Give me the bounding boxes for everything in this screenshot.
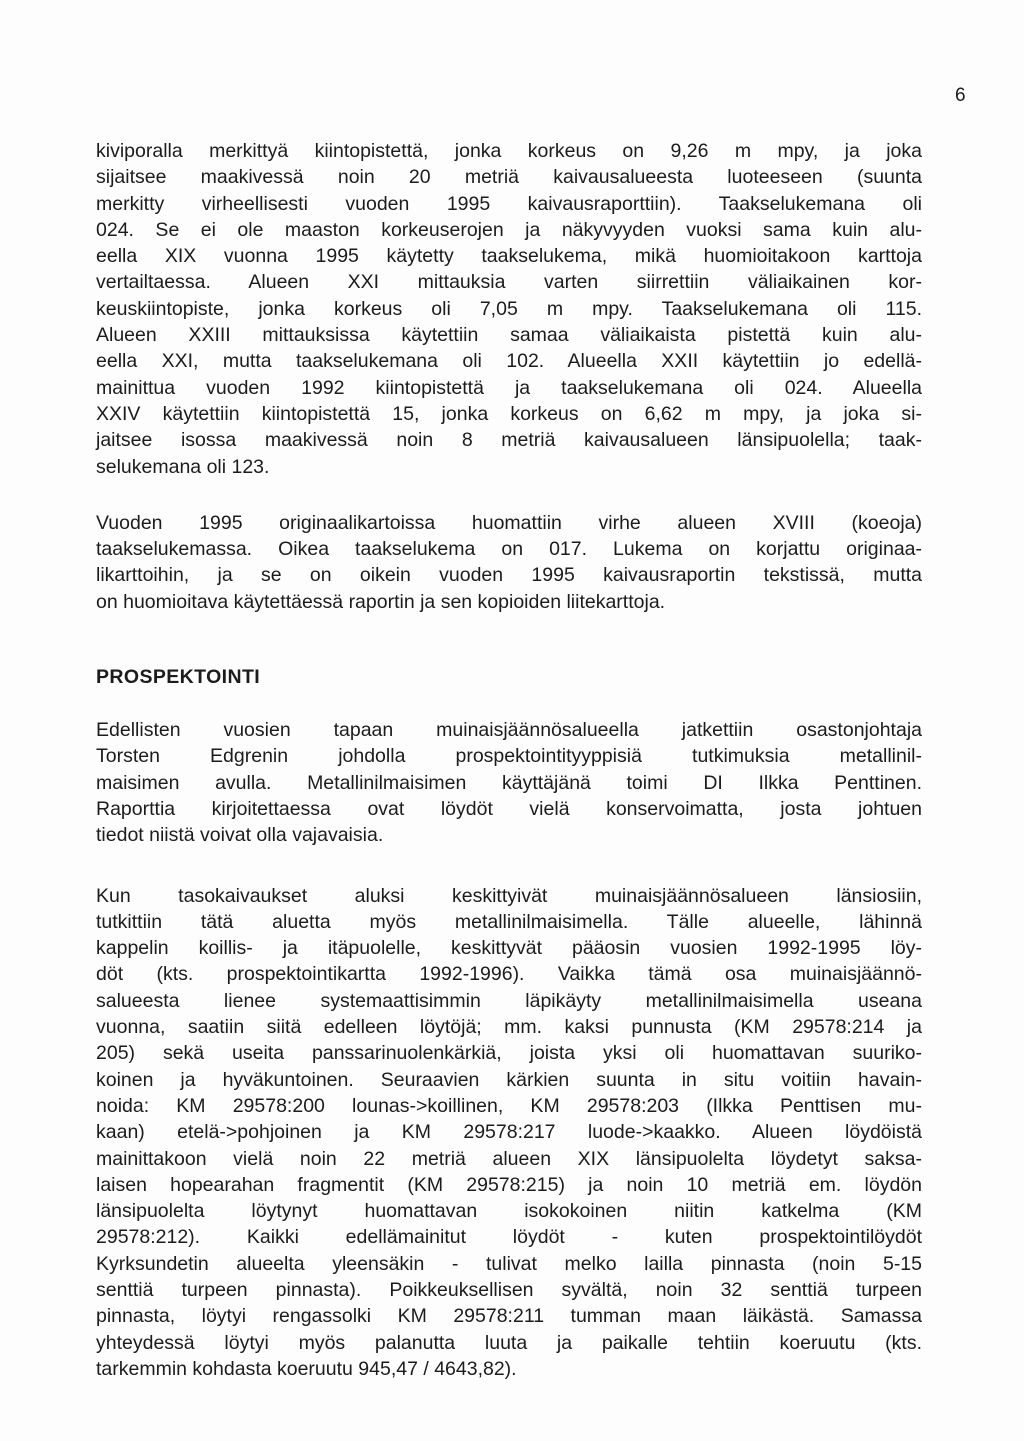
text-line: maisimen avulla. Metallinilmaisimen käyttäjänä toimi DI Ilkka Penttinen. [96, 771, 922, 794]
text-line: noida: KM 29578:200 lounas->koillinen, KM 29578:203 (Ilkka Penttisen mu- [96, 1094, 922, 1117]
paragraph-benchmark [96, 138, 922, 480]
text-line: kappelin koillis- ja itäpuolelle, keskittyvät pääosin vuosien 1992-1995 löy- [96, 937, 922, 960]
text-line: taakselukemassa. Oikea taakselukema on 017. Lukema on korjattu originaa- [96, 538, 922, 561]
paragraph-prospecting-intro [96, 717, 922, 848]
text-line: likarttoihin, ja se on oikein vuoden 1995 kaivausraportin tekstissä, mutta [96, 564, 922, 587]
text-line: tiedot niistä voivat olla vajavaisia. [96, 824, 384, 847]
text-line: pinnasta, löytyi rengassolki KM 29578:211 tumman maan läikästä. Samassa [96, 1305, 922, 1328]
text-line: merkitty virheellisesti vuoden 1995 kaivausraporttiin). Taakselukemana oli [96, 192, 922, 215]
text-line: vuonna, saatiin siitä edelleen löytöjä; mm. kaksi punnusta (KM 29578:214 ja [96, 1016, 922, 1039]
text-line: mainittua vuoden 1992 kiintopistettä ja taakselukemana oli 024. Alueella [96, 376, 922, 399]
text-line: XXIV käytettiin kiintopistettä 15, jonka korkeus on 6,62 m mpy, ja joka si- [96, 402, 922, 425]
text-line: selukemana oli 123. [96, 455, 270, 478]
text-line: on huomioitava käytettäessä raportin ja sen kopioiden liitekarttoja. [96, 590, 666, 613]
text-line: tarkemmin kohdasta koeruutu 945,47 / 4643,82). [96, 1357, 517, 1380]
text-line: keuskiintopiste, jonka korkeus oli 7,05 m mpy. Taakselukemana oli 115. [96, 297, 922, 320]
text-line: yhteydessä löytyi myös palanutta luuta ja paikalle tehtiin koeruutu (kts. [96, 1331, 922, 1354]
text-line: döt (kts. prospektointikartta 1992-1996). Vaikka tämä osa muinaisjäännö- [96, 963, 922, 986]
text-line: Kun tasokaivaukset aluksi keskittyivät muinaisjäännösalueen länsiosiin, [96, 884, 922, 907]
page-number: 6 [955, 85, 966, 106]
text-line: laisen hopearahan fragmentit (KM 29578:215) ja noin 10 metriä em. löydön [96, 1173, 922, 1196]
paragraph-prospecting-finds [96, 883, 922, 1383]
text-line: Vuoden 1995 originaalikartoissa huomattiin virhe alueen XVIII (koeoja) [96, 511, 922, 534]
section-heading: PROSPEKTOINTI [96, 666, 261, 689]
text-line: tutkittiin tätä aluetta myös metallinilmaisimella. Tälle alueelle, lähinnä [96, 910, 922, 933]
text-line: länsipuolelta löytynyt huomattavan isokokoinen niitin katkelma (KM [96, 1200, 922, 1223]
text-line: Torsten Edgrenin johdolla prospektointityyppisiä tutkimuksia metallinil- [96, 745, 922, 768]
text-line: Alueen XXIII mittauksissa käytettiin samaa väliaikaista pistettä kuin alu- [96, 324, 922, 347]
text-line: mainittakoon vielä noin 22 metriä alueen XIX länsipuolelta löydetyt saksa- [96, 1147, 922, 1170]
text-line: Edellisten vuosien tapaan muinaisjäännösalueella jatkettiin osastonjohtaja [96, 719, 922, 742]
paragraph-map-correction [96, 510, 922, 615]
text-line: eella XXI, mutta taakselukemana oli 102. Alueella XXII käytettiin jo edellä- [96, 350, 922, 373]
text-line: Kyrksundetin alueelta yleensäkin - tulivat melko lailla pinnasta (noin 5-15 [96, 1252, 922, 1275]
document-body [96, 138, 922, 1382]
text-line: 024. Se ei ole maaston korkeuserojen ja näkyvyyden vuoksi sama kuin alu- [96, 218, 922, 241]
text-line: 29578:212). Kaikki edellämainitut löydöt - kuten prospektointilöydöt [96, 1226, 922, 1249]
text-line: sijaitsee maakivessä noin 20 metriä kaivausalueesta luoteeseen (suunta [96, 166, 922, 189]
text-line: eella XIX vuonna 1995 käytetty taakselukema, mikä huomioitakoon karttoja [96, 245, 922, 268]
text-line: vertailtaessa. Alueen XXI mittauksia varten siirrettiin väliaikainen kor- [96, 271, 922, 294]
text-line: 205) sekä useita panssarinuolenkärkiä, joista yksi oli huomattavan suuriko- [96, 1042, 922, 1065]
text-line: salueesta lienee systemaattisimmin läpikäyty metallinilmaisimella useana [96, 989, 922, 1012]
text-line: kaan) etelä->pohjoinen ja KM 29578:217 luode->kaakko. Alueen löydöistä [96, 1121, 922, 1144]
text-line: jaitsee isossa maakivessä noin 8 metriä kaivausalueen länsipuolella; taak- [96, 429, 922, 452]
text-line: koinen ja hyväkuntoinen. Seuraavien kärkien suunta in situ voitiin havain- [96, 1068, 922, 1091]
text-line: Raporttia kirjoitettaessa ovat löydöt vielä konservoimatta, josta johtuen [96, 797, 922, 820]
text-line: senttiä turpeen pinnasta). Poikkeuksellisen syvältä, noin 32 senttiä turpeen [96, 1278, 922, 1301]
text-line: kiviporalla merkittyä kiintopistettä, jonka korkeus on 9,26 m mpy, ja joka [96, 140, 922, 162]
